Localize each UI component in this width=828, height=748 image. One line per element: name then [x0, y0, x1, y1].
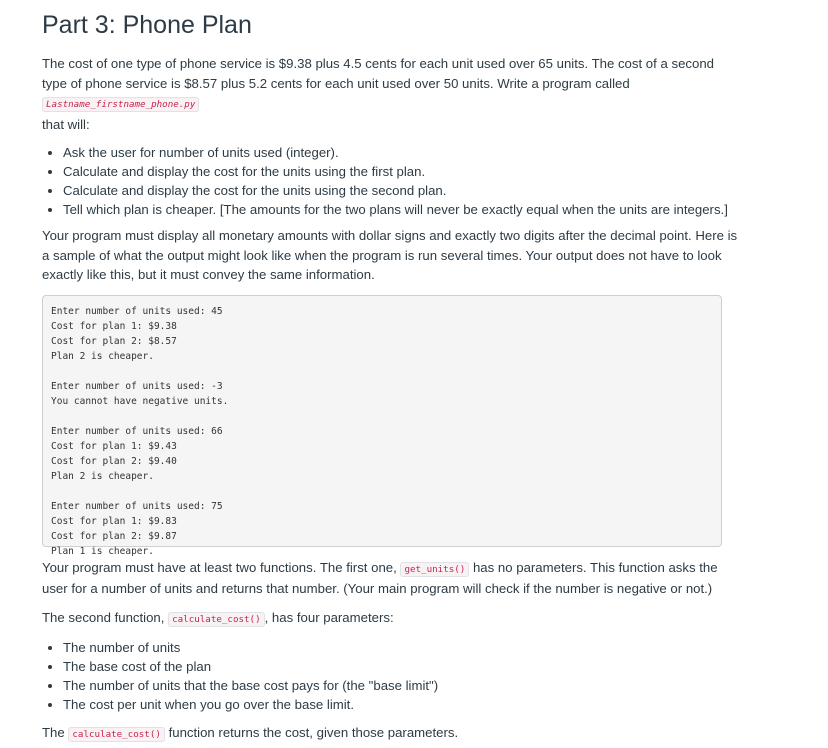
intro-text: The cost of one type of phone service is $9.38 plus 4.5 cents for each unit used over 65 units. The cost of a second type of phone service is $8.57 plus 5.2 cents for each unit used over 50 units. Write a program called [42, 56, 714, 91]
task-item: • Tell which plan is cheaper. [The amounts for the two plans will never be exactly equal when the units are integers.] [63, 200, 742, 219]
code-line: Plan 2 is cheaper. [51, 350, 154, 362]
code-line: Enter number of units used: 75 [51, 500, 223, 512]
code-line: Cost for plan 2: $9.87 [51, 530, 177, 542]
closing-text-end: function returns the cost, given those parameters. [164, 725, 459, 740]
get-units-code: get_units() [400, 562, 469, 577]
code-gap [51, 409, 721, 424]
functions-text: Your program must have at least two functions. The first one, [42, 559, 401, 575]
code-line: You cannot have negative units. [51, 395, 229, 407]
intro-text-end: that will: [42, 116, 90, 132]
code-line: Cost for plan 1: $9.38 [51, 320, 177, 332]
code-line: Cost for plan 2: $8.57 [51, 335, 177, 347]
page-title: Part 3: Phone Plan [42, 11, 252, 39]
calculate-cost-code-return: calculate_cost() [68, 727, 165, 742]
code-line: Cost for plan 1: $9.83 [51, 515, 177, 527]
code-line: Enter number of units used: 45 [51, 305, 223, 317]
second-function-paragraph [42, 608, 742, 630]
parameter-item: • The cost per unit when you go over the base limit. [63, 695, 742, 714]
task-item: • Calculate and display the cost for the units using the second plan. [63, 181, 742, 200]
closing-text: The [42, 725, 69, 740]
closing-paragraph [42, 723, 742, 745]
code-gap [51, 484, 721, 499]
functions-paragraph [42, 558, 742, 599]
parameter-list [42, 638, 742, 714]
parameter-item: • The number of units that the base cost pays for (the "base limit") [63, 676, 742, 695]
filename-code: Lastname_firstname_phone.py [42, 97, 199, 112]
task-item: • Ask the user for number of units used (integer). [63, 143, 742, 162]
task-list [42, 143, 742, 219]
sample-output-block [42, 295, 722, 557]
calculate-cost-code: calculate_cost() [168, 612, 265, 627]
code-line: Cost for plan 1: $9.43 [51, 440, 177, 452]
second-function-text: The second function, [42, 609, 169, 625]
code-line: Cost for plan 2: $9.40 [51, 455, 177, 467]
second-function-text-end: , has four parameters: [264, 609, 394, 625]
output-note-paragraph: Your program must display all monetary amounts with dollar signs and exactly two digits after the decimal point. Here is a sample of what the output might look like when the program is run several times. Your output does not have to look exactly like this, but it must convey the same information. [42, 228, 738, 282]
task-item: • Calculate and display the cost for the units using the first plan. [63, 162, 742, 181]
intro-paragraph [42, 54, 742, 134]
code-line: Enter number of units used: 66 [51, 425, 223, 437]
assignment-page [42, 0, 742, 745]
functions-text-end: has no parameters. This function asks the user for a number of units and returns that number. (Your main program will check if the number is negative or not.) [42, 559, 718, 596]
parameter-item: • The base cost of the plan [63, 657, 742, 676]
code-line: Plan 2 is cheaper. [51, 470, 154, 482]
code-line: Plan 1 is cheaper. [51, 545, 154, 557]
parameter-item: • The number of units [63, 638, 742, 657]
code-line: Enter number of units used: -3 [51, 380, 223, 392]
code-gap [51, 364, 721, 379]
